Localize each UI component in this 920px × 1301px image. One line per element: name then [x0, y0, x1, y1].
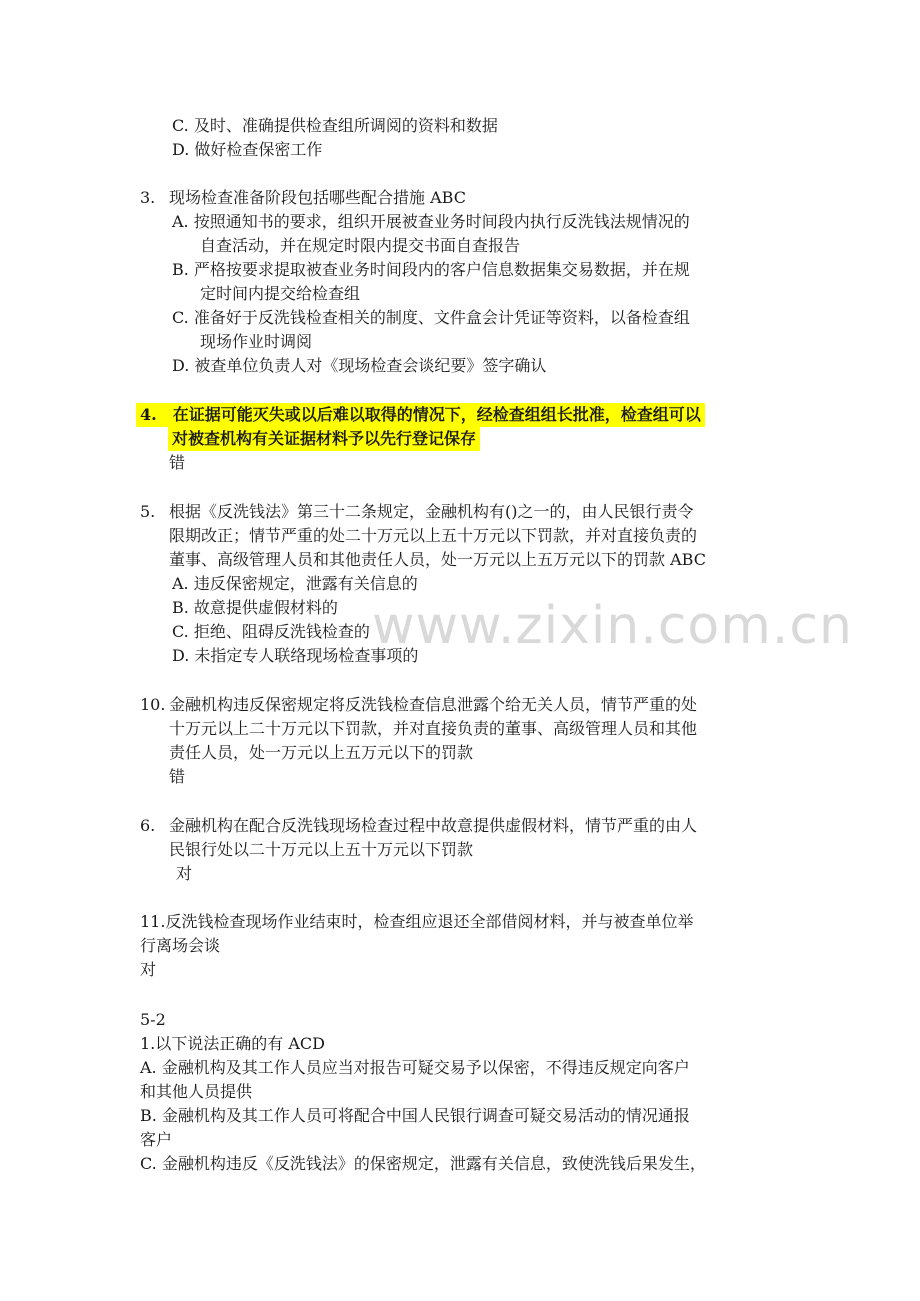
q6-stem-line2: 民银行处以二十万元以上五十万元以下罚款 — [169, 840, 474, 859]
q3-option-a-line2: 自查活动，并在规定时限内提交书面自查报告 — [200, 236, 521, 255]
q6-number: 6. — [140, 816, 156, 835]
q3-option-c-line2: 现场作业时调阅 — [200, 332, 313, 351]
q6-answer: 对 — [176, 864, 193, 883]
s2-q1-option-c-line1: C. 金融机构违反《反洗钱法》的保密规定，泄露有关信息，致使洗钱后果发生， — [140, 1154, 706, 1173]
q11-stem-line2: 行离场会谈 — [140, 936, 221, 955]
q4-stem-line1-highlight — [136, 403, 705, 427]
q10-stem-line1: 金融机构违反保密规定将反洗钱检查信息泄露个给无关人员，情节严重的处 — [169, 695, 698, 714]
section-title: 5-2 — [140, 1010, 166, 1029]
q5-stem-line3: 董事、高级管理人员和其他责任人员，处一万元以上五万元以下的罚款 ABC — [169, 550, 706, 569]
watermark: www.zixin.com.cn — [372, 596, 853, 656]
q2-option-d: D. 做好检查保密工作 — [172, 140, 323, 159]
q4-stem-line1: 在证据可能灭失或以后难以取得的情况下，经检查组组长批准，检查组可以 — [172, 405, 701, 424]
s2-q1-stem: 1.以下说法正确的有 ACD — [140, 1034, 325, 1053]
q5-option-d: D. 未指定专人联络现场检查事项的 — [172, 646, 419, 665]
q3-option-d: D. 被查单位负责人对《现场检查会谈纪要》签字确认 — [172, 356, 547, 375]
q5-number: 5. — [140, 502, 156, 521]
s2-q1-option-a-line2: 和其他人员提供 — [140, 1082, 253, 1101]
q3-option-a-line1: A. 按照通知书的要求，组织开展被查业务时间段内执行反洗钱法规情况的 — [172, 212, 690, 231]
q5-stem-line1: 根据《反洗钱法》第三十二条规定，金融机构有()之一的，由人民银行责令 — [169, 502, 694, 521]
q10-number: 10. — [140, 695, 166, 714]
q4-answer: 错 — [169, 453, 186, 472]
q4-number: 4. — [140, 405, 157, 424]
q2-option-c: C. 及时、准确提供检查组所调阅的资料和数据 — [172, 116, 498, 135]
q3-stem: 现场检查准备阶段包括哪些配合措施 ABC — [169, 188, 466, 207]
q5-option-b: B. 故意提供虚假材料的 — [172, 598, 338, 617]
q11-stem-line1: 11.反洗钱检查现场作业结束时，检查组应退还全部借阅材料，并与被查单位举 — [140, 912, 694, 931]
q5-stem-line2: 限期改正；情节严重的处二十万元以上五十万元以下罚款，并对直接负责的 — [169, 526, 698, 545]
q5-option-a: A. 违反保密规定，泄露有关信息的 — [172, 574, 418, 593]
q5-option-c: C. 拒绝、阻碍反洗钱检查的 — [172, 622, 370, 641]
q4-stem-line2: 对被查机构有关证据材料予以先行登记保存 — [172, 429, 477, 448]
q3-option-b-line1: B. 严格按要求提取被查业务时间段内的客户信息数据集交易数据，并在规 — [172, 260, 690, 279]
s2-q1-option-a-line1: A. 金融机构及其工作人员应当对报告可疑交易予以保密，不得违反规定向客户 — [140, 1058, 690, 1077]
q10-stem-line2: 十万元以上二十万元以下罚款，并对直接负责的董事、高级管理人员和其他 — [169, 719, 698, 738]
q10-answer: 错 — [169, 767, 186, 786]
q10-stem-line3: 责任人员，处一万元以上五万元以下的罚款 — [169, 743, 474, 762]
q6-stem-line1: 金融机构在配合反洗钱现场检查过程中故意提供虚假材料，情节严重的由人 — [169, 816, 698, 835]
q4-stem-line2-highlight — [168, 427, 480, 451]
s2-q1-option-b-line1: B. 金融机构及其工作人员可将配合中国人民银行调查可疑交易活动的情况通报 — [140, 1106, 690, 1125]
q11-answer: 对 — [140, 960, 157, 979]
s2-q1-option-b-line2: 客户 — [140, 1130, 173, 1149]
q3-number: 3. — [140, 188, 156, 207]
q3-option-c-line1: C. 准备好于反洗钱检查相关的制度、文件盒会计凭证等资料，以备检查组 — [172, 308, 690, 327]
q3-option-b-line2: 定时间内提交给检查组 — [200, 284, 361, 303]
